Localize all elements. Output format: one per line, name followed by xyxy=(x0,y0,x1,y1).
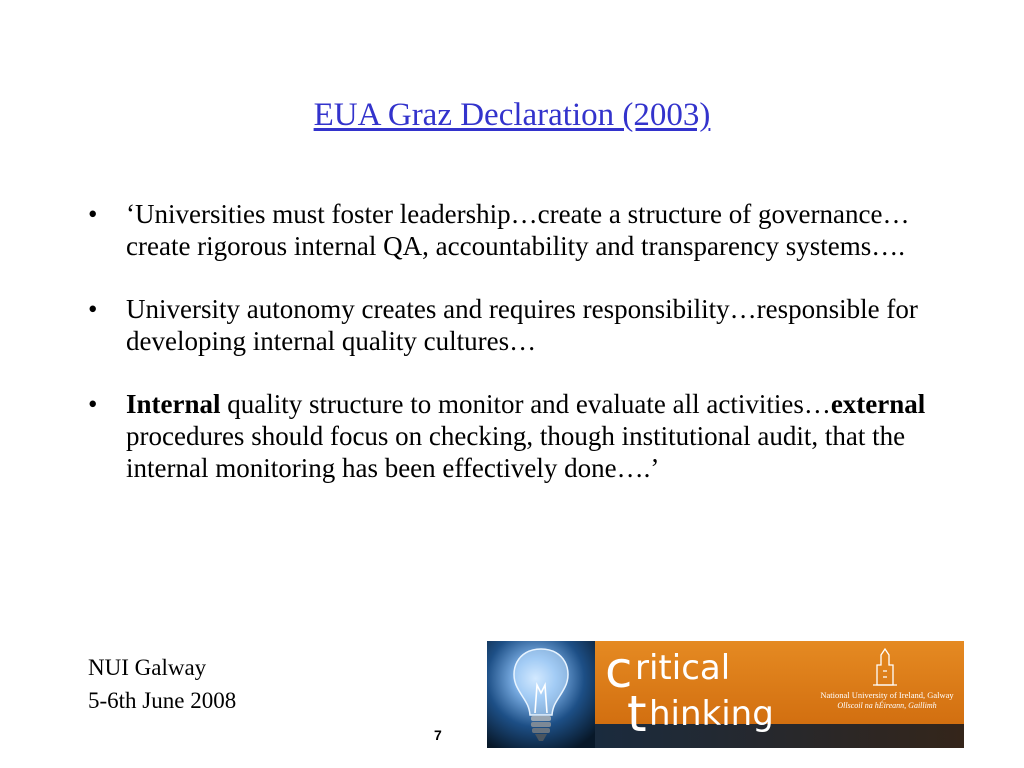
page-number: 7 xyxy=(434,727,442,743)
bullet-text: quality structure to monitor and evaluate all activities… xyxy=(220,389,831,419)
footer-info xyxy=(88,651,236,717)
bullet-text: University autonomy creates and requires responsibility…responsible for developing internal quality cultures… xyxy=(126,294,918,356)
university-name: National University of Ireland, Galway xyxy=(820,690,954,700)
critical-thinking-banner xyxy=(487,641,964,748)
banner-initial-c: c xyxy=(605,641,633,699)
bullet-item xyxy=(88,293,948,357)
banner-initial-t: t xyxy=(627,685,647,743)
bullet-marker: • xyxy=(88,199,98,229)
banner-word-critical: ritical xyxy=(635,648,731,688)
footer-organisation: NUI Galway xyxy=(88,655,207,680)
bullet-emphasis: external xyxy=(830,389,926,419)
bullet-text: procedures should focus on checking, though institutional audit, that the internal monitoring has been effectively done….’ xyxy=(126,421,906,483)
banner-word-thinking: hinking xyxy=(649,694,774,734)
bullet-marker: • xyxy=(88,389,98,419)
bullet-marker: • xyxy=(88,294,98,324)
bullet-list xyxy=(88,198,948,515)
bullet-emphasis: Internal xyxy=(126,389,221,419)
slide-title: EUA Graz Declaration (2003) xyxy=(313,97,711,133)
bullet-item xyxy=(88,388,948,484)
footer-date: 5-6th June 2008 xyxy=(88,688,237,713)
university-name-irish: Ollscoil na hÉireann, Gaillimh xyxy=(837,701,937,710)
bullet-text: ‘Universities must foster leadership…create a structure of governance…create rigorous internal QA, accountability and transparency systems…. xyxy=(126,199,910,261)
bullet-item xyxy=(88,198,948,262)
